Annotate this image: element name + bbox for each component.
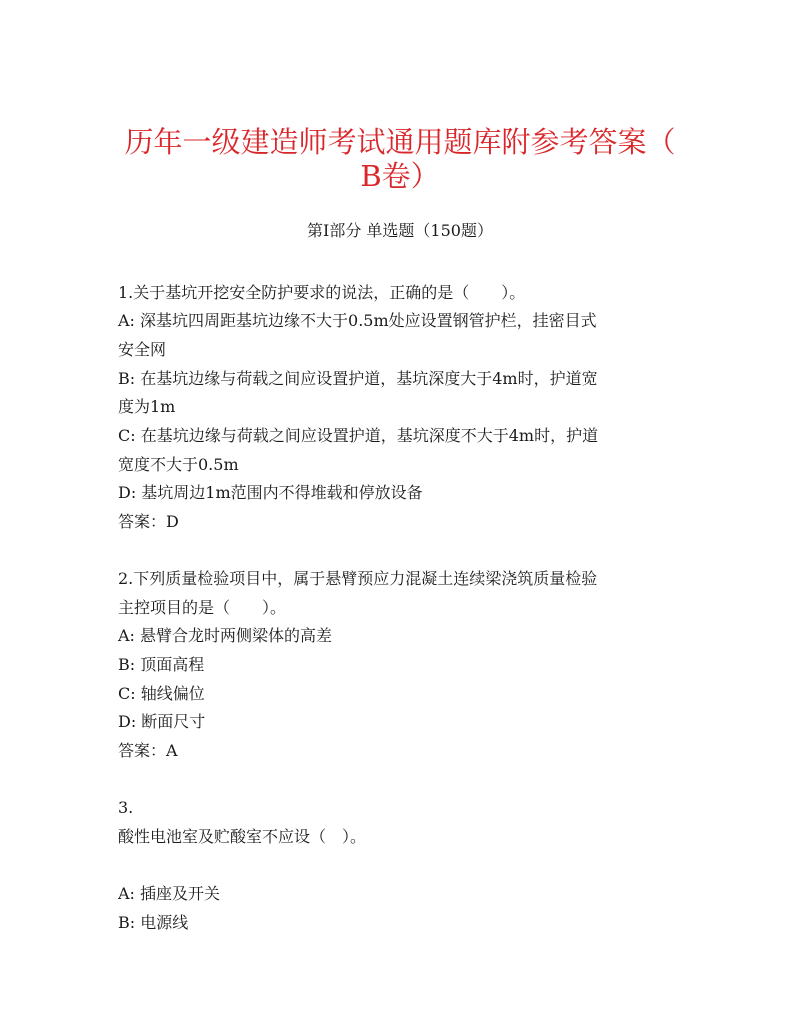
- question-2-option-a: A: 悬臂合龙时两侧梁体的高差: [118, 626, 333, 645]
- question-1-option-c-line-2: 宽度不大于0.5m: [118, 455, 239, 474]
- question-1-answer: 答案：D: [118, 512, 179, 531]
- question-2-stem-line-2: 主控项目的是（ ）。: [118, 598, 287, 617]
- question-3-option-a: A: 插座及开关: [118, 884, 221, 903]
- question-3-option-b: B: 电源线: [118, 913, 189, 932]
- question-1-option-a-line-2: 安全网: [118, 340, 167, 359]
- question-2-option-b: B: 顶面高程: [118, 655, 205, 674]
- question-2-stem-line-1: 2.下列质量检验项目中，属于悬臂预应力混凝土连续梁浇筑质量检验: [118, 569, 598, 588]
- document-title-line-2: B卷）: [360, 159, 440, 193]
- question-1-option-d: D: 基坑周边1m范围内不得堆载和停放设备: [118, 483, 423, 502]
- question-2-answer: 答案：A: [118, 741, 178, 760]
- question-1-option-b-line-1: B: 在基坑边缘与荷载之间应设置护道，基坑深度大于4m时，护道宽: [118, 369, 598, 388]
- question-2-option-c: C: 轴线偏位: [118, 684, 205, 703]
- question-2-option-d: D: 断面尺寸: [118, 712, 206, 731]
- document-title-line-1: 历年一级建造师考试通用题库附参考答案（: [124, 125, 676, 159]
- question-1-option-a-line-1: A: 深基坑四周距基坑边缘不大于0.5m处应设置钢管护栏，挂密目式: [118, 311, 597, 330]
- question-3-stem: 酸性电池室及贮酸室不应设（ ）。: [118, 827, 367, 846]
- section-heading: 第I部分 单选题（150题）: [307, 221, 493, 240]
- question-3-number: 3.: [118, 798, 134, 817]
- question-1-stem: 1.关于基坑开挖安全防护要求的说法，正确的是（ ）。: [118, 283, 526, 302]
- question-1-option-b-line-2: 度为1m: [118, 397, 176, 416]
- question-1-option-c-line-1: C: 在基坑边缘与荷载之间应设置护道，基坑深度不大于4m时，护道: [118, 426, 599, 445]
